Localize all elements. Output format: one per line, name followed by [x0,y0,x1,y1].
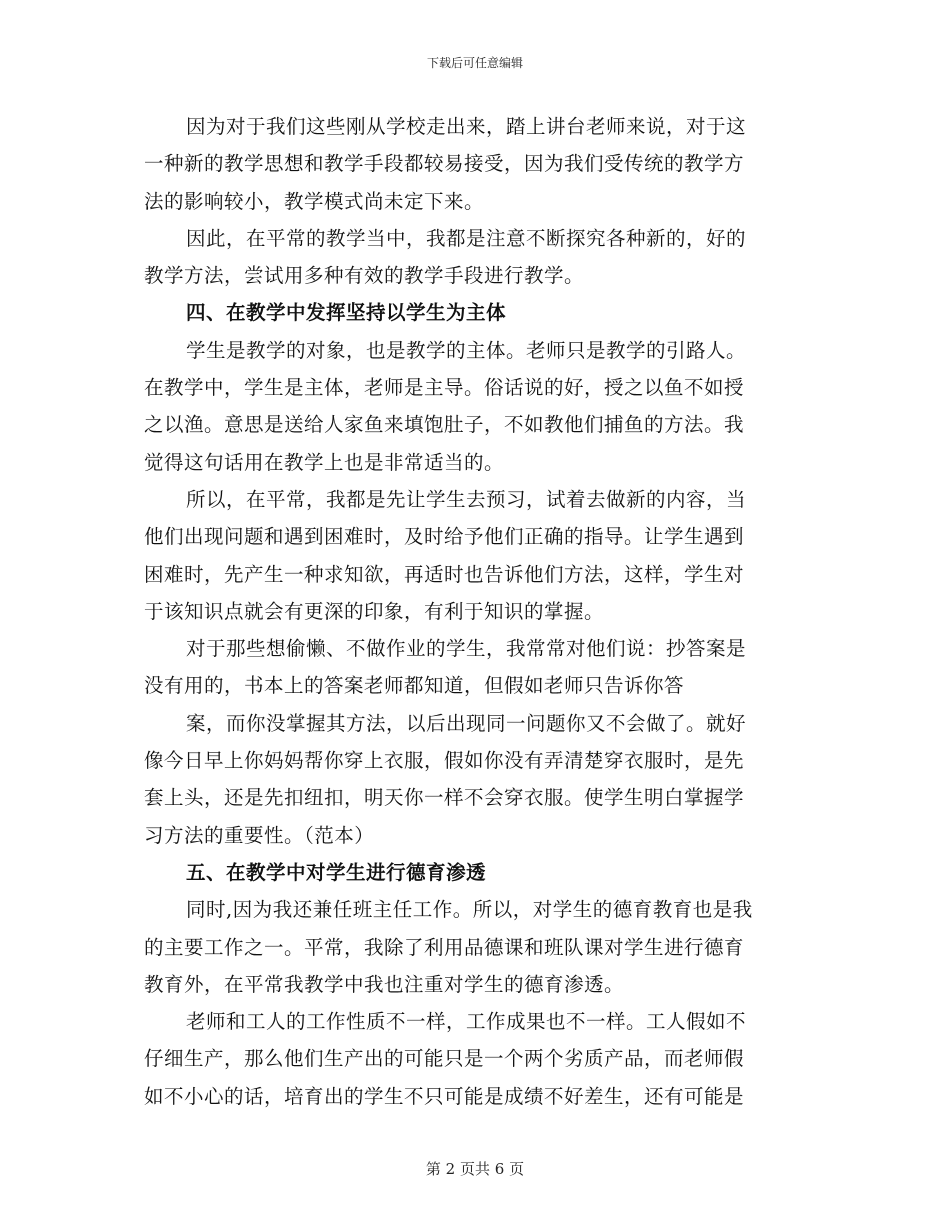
paragraph-line: 因此，在平常的教学当中，我都是注意不断探究各种新的，好的 [186,226,747,250]
page-number: 第 2 页共 6 页 [425,1160,525,1178]
paragraph-line: 仔细生产，那么他们生产出的可能只是一个两个劣质产品，而老师假 [144,1047,745,1071]
paragraph-line: 学生是教学的对象，也是教学的主体。老师只是教学的引路人。 [186,338,747,362]
paragraph-line: 的主要工作之一。平常，我除了利用品德课和班队课对学生进行德育 [144,935,745,959]
section-heading-4: 四、在教学中发挥坚持以学生为主体 [186,301,507,325]
paragraph-line: 教学方法，尝试用多种有效的教学手段进行教学。 [144,264,585,288]
paragraph-line: 习方法的重要性。（范本） [144,823,375,847]
paragraph-line: 所以，在平常，我都是先让学生去预习，试着去做新的内容，当 [186,487,747,511]
paragraph-line: 他们出现问题和遇到困难时，及时给予他们正确的指导。让学生遇到 [144,525,745,549]
paragraph-line: 因为对于我们这些刚从学校走出来，踏上讲台老师来说，对于这 [186,115,747,138]
paragraph-line: 困难时，先产生一种求知欲，再适时也告诉他们方法，这样，学生对 [144,562,745,586]
section-heading-5: 五、在教学中对学生进行德育渗透 [186,860,487,884]
paragraph-line: 之以渔。意思是送给人家鱼来填饱肚子，不如教他们捕鱼的方法。我 [144,413,745,437]
page-header: 下载后可任意编辑 [426,56,523,70]
paragraph-line: 案，而你没掌握其方法，以后出现同一问题你又不会做了。就好 [186,711,747,735]
paragraph-line: 没有用的，书本上的答案老师都知道，但假如老师只告诉你答 [144,674,685,698]
paragraph-line: 一种新的教学思想和教学手段都较易接受，因为我们受传统的教学方 [144,152,745,176]
paragraph-line: 觉得这句话用在教学上也是非常适当的。 [144,450,505,474]
paragraph-line: 同时,因为我还兼任班主任工作。所以，对学生的德育教育也是我 [186,898,753,922]
paragraph-line: 在教学中，学生是主体，老师是主导。俗话说的好，授之以鱼不如授 [144,376,745,400]
paragraph-line: 套上头，还是先扣纽扣，明天你一样不会穿衣服。使学生明白掌握学 [144,786,745,810]
paragraph-line: 如不小心的话，培育出的学生不只可能是成绩不好差生，还有可能是 [144,1084,745,1108]
document-body [144,108,806,1115]
paragraph-line: 于该知识点就会有更深的印象，有利于知识的掌握。 [144,599,605,623]
paragraph-line: 教育外，在平常我教学中我也注重对学生的德育渗透。 [144,972,625,996]
paragraph-line: 法的影响较小，教学模式尚未定下来。 [144,189,485,213]
paragraph-line: 老师和工人的工作性质不一样，工作成果也不一样。工人假如不 [186,1010,747,1034]
paragraph-line: 像今日早上你妈妈帮你穿上衣服，假如你没有弄清楚穿衣服时，是先 [144,749,745,773]
paragraph-line: 对于那些想偷懒、不做作业的学生，我常常对他们说：抄答案是 [186,637,747,661]
